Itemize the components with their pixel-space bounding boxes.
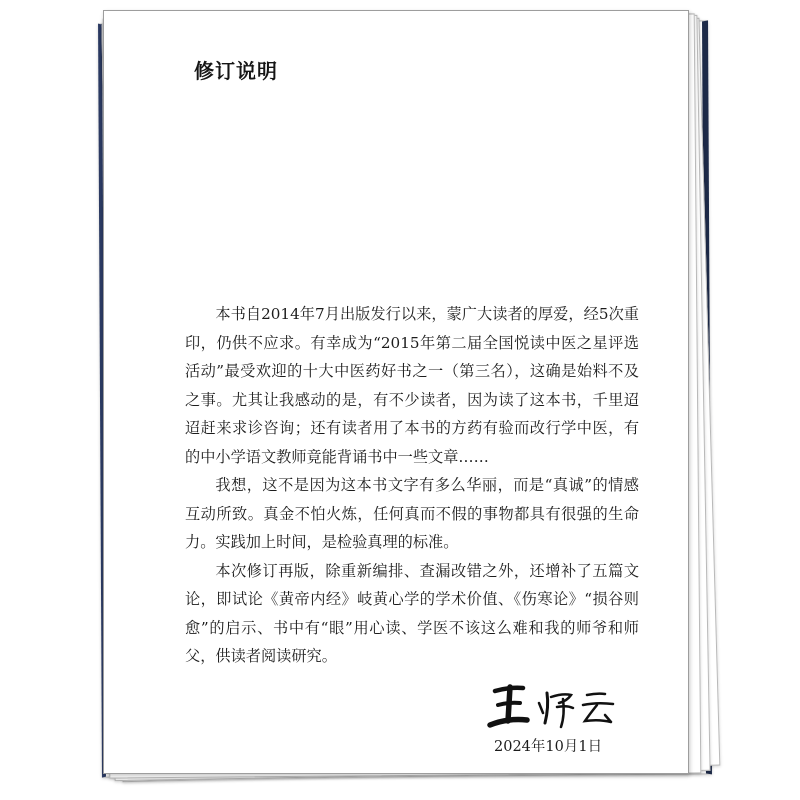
date: 2024年10月1日 bbox=[494, 739, 603, 755]
page-title: 修订说明 bbox=[194, 59, 278, 83]
document-page bbox=[103, 10, 689, 774]
paragraph: 我想，这不是因为这本书文字有多么华丽，而是“真诚”的情感互动所致。真金不怕火炼，任何真而不假的事物都具有很强的生命力。实践加上时间，是检验真理的标准。 bbox=[185, 476, 639, 551]
paragraph: 本书自2014年7月出版发行以来，蒙广大读者的厚爱，经5次重印，仍供不应求。有幸成为“2015年第二届全国悦读中医之星评选活动”最受欢迎的十大中医药好书之一（第三名），这确是始料不及之事。尤其让我感动的是，有不少读者，因为读了这本书，千里迢迢赶来求诊咨询；还有读者用了本书的方药有验而改行学中医，有的中小学语文教师竟能背诵书中一些文章…… bbox=[185, 305, 639, 466]
paragraph: 本次修订再版，除重新编排、查漏改错之外，还增补了五篇文论，即试论《黄帝内经》岐黄心学的学术价值、《伤寒论》“损谷则愈”的启示、书中有“眼”用心读、学医不该这么难和我的师爷和师父，供读者阅读研究。 bbox=[185, 561, 639, 665]
handwritten-signature bbox=[487, 675, 623, 735]
document-body bbox=[185, 300, 639, 671]
